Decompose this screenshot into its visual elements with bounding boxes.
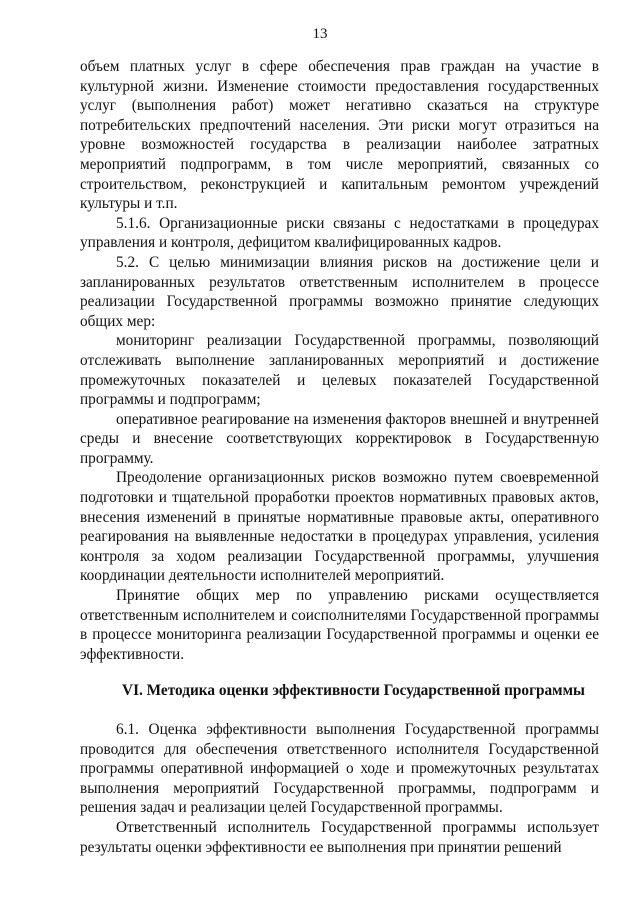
section-heading: VI. Методика оценки эффективности Государственной программы bbox=[122, 682, 585, 700]
paragraph-risk-mitigation-measures: 5.2. С целью минимизации влияния рисков на достижение цели и запланированных результатов ответственным исполнителем в процессе реализации Государственной программы возможно принятие следующих общих мер: bbox=[80, 253, 599, 330]
paragraph-efficiency-assessment: 6.1. Оценка эффективности выполнения Государственной программы проводится для обеспечения ответственного исполнителя Государственной программы оперативной информацией о ходе и промежуточных результатах выполнения мероприятий Государственной программы, подпрограмм и решения задач и реализации целей Государственной программы. bbox=[80, 721, 599, 817]
paragraph-monitoring: мониторинг реализации Государственной программы, позволяющий отслеживать выполнение запланированных мероприятий и достижение промежуточных показателей и целевых показателей Государственной программы и подпрограмм; bbox=[80, 332, 599, 409]
document-body bbox=[80, 57, 599, 857]
paragraph-operative-response: оперативное реагирование на изменения факторов внешней и внутренней среды и внесение соответствующих корректировок в Государственную программу. bbox=[80, 410, 599, 467]
paragraph-organizational-risks: 5.1.6. Организационные риски связаны с недостатками в процедурах управления и контроля, дефицитом квалифицированных кадров. bbox=[80, 214, 599, 252]
paragraph-overcoming-risks: Преодоление организационных рисков возможно путем своевременной подготовки и тщательной проработки проектов нормативных правовых актов, внесения изменений в принятые нормативные правовые акты, оперативного реагирования на выявленные недостатки в процедурах управления, усиления контроля за ходом реализации Государственной программы, улучшения координации деятельности исполнителей мероприятий. bbox=[80, 469, 599, 585]
page-number: 13 bbox=[312, 26, 328, 42]
paragraph-responsible-executor: Ответственный исполнитель Государственной программы использует результаты оценки эффективности ее выполнения при принятии решений bbox=[80, 818, 599, 856]
paragraph-continuation: объем платных услуг в сфере обеспечения прав граждан на участие в культурной жизни. Изменение стоимости предоставления государственных услуг (выполнения работ) может негативно сказаться на структуре потребительских предпочтений населения. Эти риски могут отразиться на уровне возможностей государства в реализации наиболее затратных мероприятий подпрограмм, в том числе мероприятий, связанных со строительством, реконструкцией и капитальным ремонтом учреждений культуры и т.п. bbox=[80, 58, 599, 213]
paragraph-general-measures: Принятие общих мер по управлению рисками осуществляется ответственным исполнителем и соисполнителями Государственной программы в процессе мониторинга реализации Государственной программы и оценки ее эффективности. bbox=[80, 587, 599, 663]
